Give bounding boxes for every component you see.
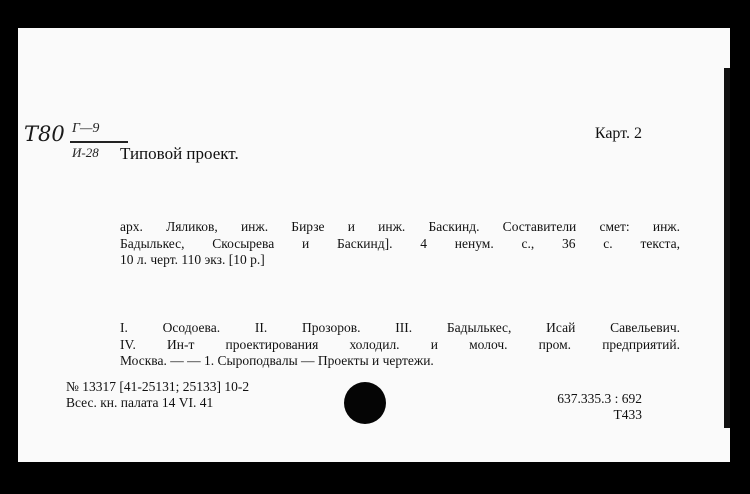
card-number: Карт. 2 <box>594 125 642 142</box>
catalog-card <box>18 28 730 462</box>
description-line: 10 л. черт. 110 экз. [10 р.] <box>120 252 265 267</box>
footer-right <box>557 391 642 423</box>
card-title: Типовой проект. <box>120 144 239 163</box>
tracings-paragraph <box>120 320 680 370</box>
call-fraction-line <box>70 141 128 143</box>
footer-left <box>66 379 249 411</box>
description-line: арх. Ляликов, инж. Бирзе и инж. Баскинд. Составители смет: инж. <box>120 219 680 234</box>
punch-hole <box>344 382 386 424</box>
description-line: Бадылькес, Скосырева и Баскинд]. 4 ненум. с., 36 с. текста, <box>120 235 680 251</box>
tracing-line: IV. Ин-т проектирования холодил. и молоч. пром. предприятий. <box>120 336 680 352</box>
tracing-line: Москва. — — 1. Сыроподвалы — Проекты и чертежи. <box>120 353 434 368</box>
description-paragraph <box>120 219 680 269</box>
call-fraction-bottom: И-28 <box>72 145 99 160</box>
book-chamber: Всес. кн. палата 14 VI. 41 <box>66 395 214 410</box>
call-number: Т80 <box>24 122 65 146</box>
card-edge <box>724 68 730 428</box>
accession-number: № 13317 [41-25131; 25133] 10-2 <box>66 379 250 394</box>
tracing-line: I. Осодоева. II. Прозоров. III. Бадылькес, Исай Савельевич. <box>120 320 680 335</box>
call-fraction-top: Г—9 <box>72 121 100 136</box>
classification-code: 637.335.3 : 692 <box>557 391 642 406</box>
author-mark: Т433 <box>613 407 642 422</box>
